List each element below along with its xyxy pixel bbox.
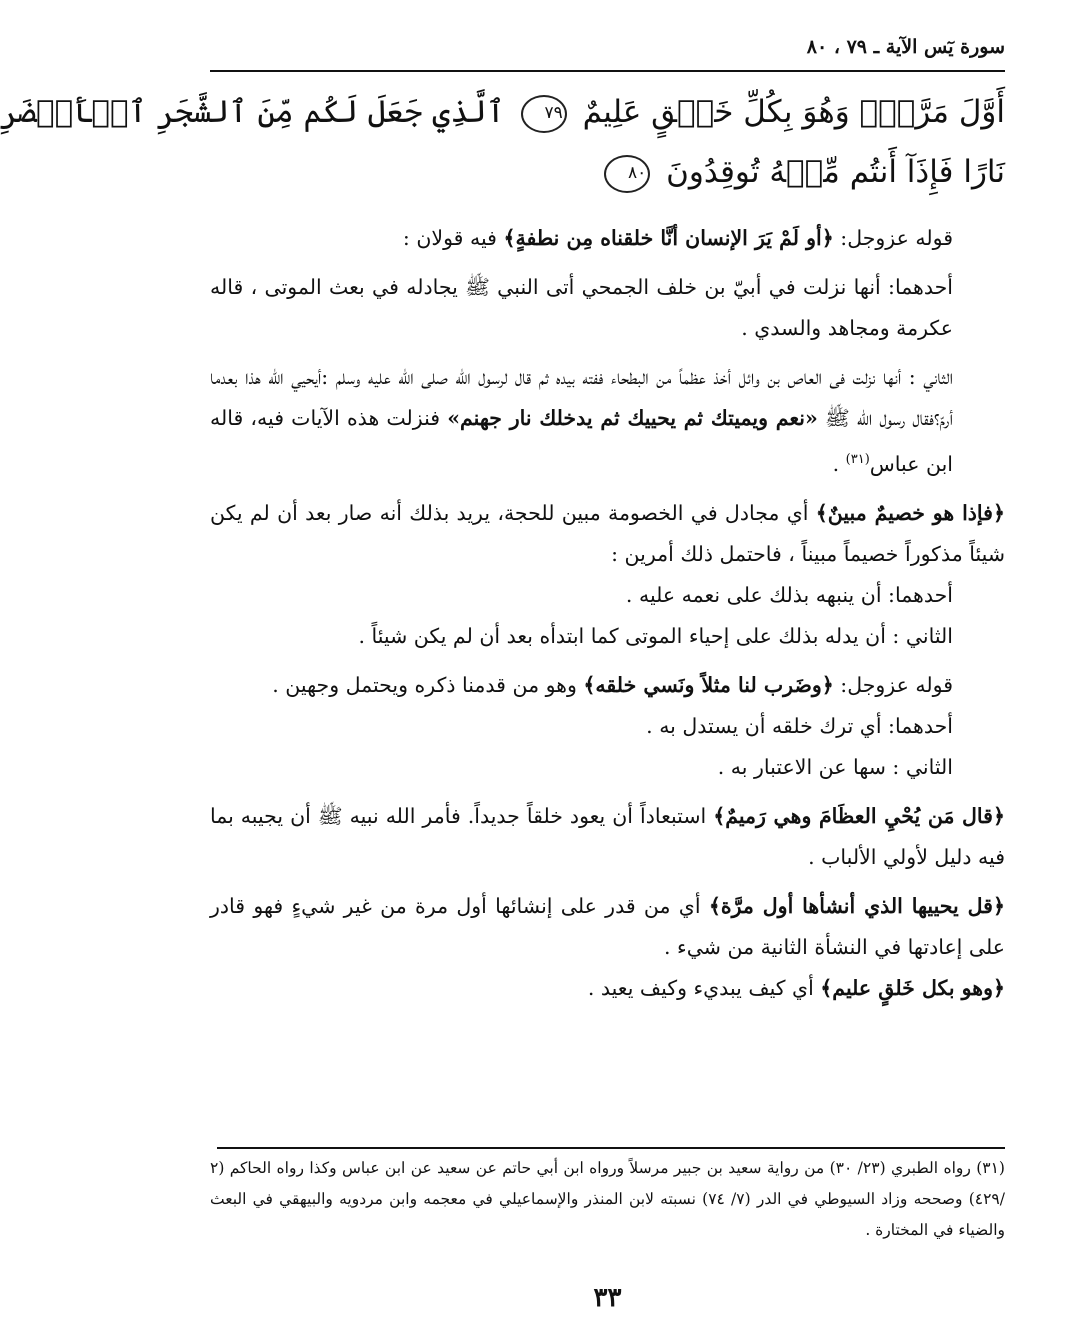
paragraph: [210, 796, 1005, 878]
paragraph-text: .: [832, 451, 846, 476]
paragraph-text: أي من قدر على إنشائها أول مرة من غير شيءٍ فهو قادر على إعادتها في النشأة الثانية من شيء .: [210, 893, 1005, 959]
paragraph-text: الثاني : أنها نزلت فى العاص بن وائل أخذ عظماً من البطحاء ففته بيده ثم قال لرسول اللّه صلى اللّه عليه وسلم :أيحيي اللّه هذا بعدما أرمّ؟فقال رسول الله ﷺ: [210, 365, 953, 430]
ayah-number-marker: ٧٩: [521, 95, 567, 133]
quran-quote: ﴿وهو بكل خَلقٍ عليم﴾: [820, 975, 1005, 1000]
paragraph: [210, 968, 1005, 1009]
verse-text: نَارًا فَإِذَآ أَنتُم مِّنۡهُ تُوقِدُونَ: [666, 154, 1005, 190]
hadith-quote: «نعم ويميتك ثم يحييك ثم يدخلك نار جهنم»: [447, 406, 818, 430]
verse-text: أَوَّلَ مَرَّةٍۖ وَهُوَ بِكُلِّ خَلۡقٍ عَلِيمٌ: [582, 94, 1005, 130]
quran-quote: ﴿قال مَن يُحْيِ العظَامَ وهي رَميمٌ﴾: [713, 803, 1005, 828]
paragraph-text: فنزلت هذه الآيات فيه، قاله ابن عباس: [210, 406, 953, 476]
paragraph-text: استبعاداً أن يعود خلقاً جديداً. فأمر الله نبيه ﷺ أن يجيبه بما فيه دليل لأولي الألباب .: [210, 803, 1005, 869]
paragraph: الثاني : سها عن الاعتبار به .: [717, 754, 953, 779]
paragraph: أحدهما: أنها نزلت في أبيّ بن خلف الجمحي أتى النبي ﷺ يجادله في بعث الموتى ، قاله عكرمة ومجاهد والسدي .: [210, 275, 953, 340]
paragraph-lead: قوله عزوجل:: [833, 672, 953, 697]
page-number: ٣٣: [593, 1283, 622, 1313]
header-rule: [210, 70, 1005, 72]
paragraph: [210, 886, 1005, 968]
paragraph-text: فيه قولان :: [402, 226, 504, 250]
paragraph-lead: قوله عزوجل:: [833, 226, 953, 250]
paragraph-text: أي كيف يبديء وكيف يعيد .: [587, 975, 821, 1000]
paragraph-text: أي مجادل في الخصومة مبين للحجة، يريد بذلك أنه صار بعد أن لم يكن شيئاً مذكوراً خصيماً مبيناً ، فاحتمل ذلك أمرين :: [210, 500, 1005, 566]
commentary-body: [210, 218, 1005, 1009]
paragraph: [210, 493, 1005, 575]
verse-text: ٱلَّذِي جَعَلَ لَكُم مِّنَ ٱلشَّجَرِ ٱلۡأَخۡضَرِ: [0, 94, 505, 130]
paragraph: أحدهما: أي ترك خلقه أن يستدل به .: [646, 713, 953, 738]
footnote-ref[interactable]: (٣١): [845, 452, 870, 467]
paragraph: [210, 357, 1005, 485]
paragraph: أحدهما: أن ينبهه بذلك على نعمه عليه .: [625, 582, 953, 607]
footnote: (٣١) رواه الطبري (٢٣/ ٣٠) من رواية سعيد بن جبير مرسلاً ورواه ابن أبي حاتم عن سعيد عن ابن عباس وكذا رواه الحاكم (٢ /٤٢٩) وصححه وزاد السيوطي في الدر (٧/ ٧٤) نسبته لابن المنذر والإسماعيلي في معجمه وابن مردويه والبيهقي في البعث والضياء في المختارة .: [210, 1159, 1005, 1239]
paragraph-text: وهو من قدمنا ذكره ويحتمل وجهين .: [272, 672, 584, 697]
quran-quote: ﴿أو لَمْ يَرَ الإنسان أنَّا خلقناه مِن نطفةٍ﴾: [503, 226, 834, 250]
quran-quote: ﴿فإذا هو خصيمٌ مبينٌ﴾: [815, 500, 1005, 525]
verse-line-2: [246, 142, 1005, 202]
footnote-rule: [217, 1147, 1005, 1149]
quran-quote: ﴿قل يحييها الذي أنشأها أول مرَّة﴾: [708, 893, 1005, 918]
paragraph: الثاني : أن يدله بذلك على إحياء الموتى كما ابتدأه بعد أن لم يكن شيئاً .: [358, 623, 953, 648]
verse-line-1: [0, 82, 1005, 142]
ayah-number-marker: ٨٠: [604, 155, 650, 193]
running-head: سورة يٓس الآية ـ ٧٩ ، ٨٠: [806, 36, 1005, 58]
quran-verse-block: [0, 82, 1005, 202]
paragraph: [210, 218, 1005, 259]
quran-quote: ﴿وضَرب لنا مثلاً ونَسي خلقه﴾: [583, 672, 834, 697]
paragraph: [210, 665, 1005, 706]
